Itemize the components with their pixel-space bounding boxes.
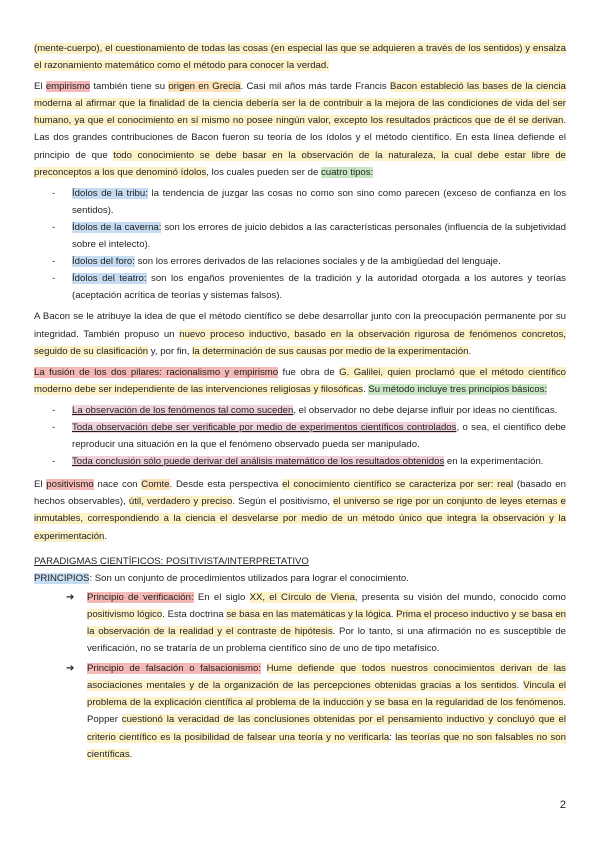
idol-name: Ídolos del teatro:	[72, 273, 147, 285]
idol-name: Ídolos de la caverna:	[72, 221, 162, 233]
highlight: Prima el proceso inductivo y se basa en la observación de la realidad y el contraste de hipótesis	[87, 608, 566, 637]
highlight: se basa en las matemáticas y la lógica	[226, 608, 391, 620]
list-item: - Ídolos de la tribu: la tendencia de juzgar las cosas no como son sino como parecen (exceso de confianza en los sentidos).	[52, 187, 566, 216]
list-item: - La observación de los fenómenos tal como suceden, el observador no debe dejarse influir por ideas no científicas.	[52, 404, 558, 416]
highlight: Su método incluye tres principios básicos:	[368, 383, 548, 395]
highlight: Vincula el problema de la explicación científica al problema de la inducción y se basa en la regularidad de los fenómenos	[87, 680, 566, 709]
paragraph-galilei: La fusión de los dos pilares: racionalismo y empirismo fue obra de G. Galilei, quien proclamó que el método científico moderno debe ser independiente de las intervenciones religiosas y filosóficas. Su método incluye tres principios básicos:	[34, 366, 566, 395]
list-item-verificacion: ➔ Principio de verificación: En el siglo XX, el Círculo de Viena, presenta su visión del mundo, conocido como positivismo lógico. Esta doctrina se basa en las matemáticas y la lógica. Prima el proceso inductivo y se basa en la observación de la realidad y el contraste de hipótesis. Por lo tanto, si una afirmación no es susceptible de verificación, no se trataría de un problema científico sino de uno de tipo metafísico.	[58, 589, 566, 657]
principle-title: Principio de verificación:	[87, 591, 194, 603]
highlight: el conocimiento científico se caracteriza por ser: real	[282, 479, 514, 491]
arrow-icon: ➔	[66, 663, 75, 675]
idol-name: Ídolos del foro:	[72, 256, 135, 268]
highlight: positivismo lógico	[87, 608, 163, 620]
term-principios: PRINCIPIOS	[34, 572, 90, 584]
highlight: La fusión de los dos pilares: racionalismo y empirismo	[34, 366, 279, 378]
list-item: - Ídolos del foro: son los errores derivados de las relaciones sociales y de la ambigüedad del lenguaje.	[52, 256, 501, 268]
highlight: La observación de los fenómenos tal como suceden	[72, 404, 294, 416]
principles-arrow-list	[34, 589, 566, 763]
list-item-falsacion: ➔ Principio de falsación o falsacionismo: Hume defiende que todos nuestros conocimientos derivan de las asociaciones mentales y de la organización de las percepciones obtenidas gracias a los sentidos. Vincula el problema de la explicación científica al problema de la inducción y se basa en la regularidad de los fenómenos. Popper cuestionó la veracidad de las conclusiones obtenidas por el pensamiento inductivo y concluyó que el criterio científico es la posibilidad de falsear una teoría y no verificarla: las teorías que no son falsables no son científicas.	[58, 660, 566, 763]
highlight: Toda conclusión sólo puede derivar del análisis matemático de los resultados obtenidos	[72, 456, 445, 468]
highlight: Hume defiende que todos nuestros conocimientos derivan de las asociaciones mentales y de la organización de las percepciones obtenidas gracias a los sentidos	[87, 663, 566, 692]
term-positivismo: positivismo	[46, 479, 94, 491]
term-empirismo: empirismo	[45, 81, 91, 93]
arrow-icon: ➔	[66, 591, 75, 603]
highlight: el universo se rige por un conjunto de leyes eternas e inmutables, correspondiendo a la ciencia el desvelarse por medio de un método único que integra la observación y la experimentación	[34, 496, 566, 542]
idol-name: Ídolos de la tribu:	[72, 187, 148, 199]
highlight: nuevo proceso inductivo, basado en la observación rigurosa de fenómenos concretos, seguido de su clasificación	[34, 328, 566, 357]
highlight: G. Galilei, quien proclamó que el método científico moderno debe ser independiente de las intervenciones religiosas y filosóficas	[34, 366, 566, 395]
principle-title: Principio de falsación o falsacionismo:	[87, 663, 261, 675]
highlight: Comte	[141, 479, 170, 491]
highlight: la determinación de sus causas por medio de la experimentación	[192, 345, 469, 357]
highlight: origen en Grecia	[168, 81, 241, 93]
highlight: las teorías que no son falsables no son científicas	[87, 731, 566, 760]
list-item: - Ídolos del teatro: son los engaños provenientes de la tradición y la autoridad otorgada a los autores y teorías (aceptación acrítica de teorías y sistemas falsos).	[52, 273, 566, 302]
highlight: XX, el Círculo de Viena	[249, 591, 355, 603]
principles-list	[34, 402, 566, 470]
document-page	[34, 40, 566, 766]
list-item: - Ídolos de la caverna: son los errores de juicio debidos a las características personales (influencia de la subjetividad sobre el intelecto).	[52, 221, 566, 251]
list-item: - Toda conclusión sólo puede derivar del análisis matemático de los resultados obtenidos en la experimentación.	[52, 456, 544, 468]
highlight: Toda observación debe ser verificable por medio de experimentos científicos controlados	[72, 421, 457, 433]
paragraph-empirismo: El empirismo también tiene su origen en Grecia. Casi mil años más tarde Francis Bacon estableció las bases de la ciencia moderna al afirmar que la finalidad de la ciencia debería ser la de contribuir a la mejora de las condiciones de vida del ser humano, ya que el conocimiento en sí mismo no posee ningún valor, excepto los resultados prácticos que de él se derivan. Las dos grandes contribuciones de Bacon fueron su teoría de los ídolos y el método científico. En esta línea defiende el principio de que todo conocimiento se debe basar en la observación de la naturaleza, la cual debe estar libre de preconceptos a los que denominó ídolos, los cuales pueden ser de cuatro tipos:	[34, 81, 566, 178]
list-item: - Toda observación debe ser verificable por medio de experimentos científicos controlados, o sea, el científico debe reproducir una situación en la que el fenómeno observado pueda ser manipulado.	[52, 421, 567, 451]
highlight: cuestionó la veracidad de las conclusiones obtenidas por el pensamiento inductivo y concluyó que el criterio científico es la posibilidad de falsear una teoría y no verificarla	[87, 714, 566, 743]
highlight: cuatro tipos:	[320, 166, 374, 178]
idols-list	[34, 185, 566, 305]
highlight: útil, verdadero y preciso	[128, 496, 233, 508]
section-heading: PARADIGMAS CIENTÍFICOS: POSITIVISTA/INTERPRETATIVO	[34, 555, 309, 567]
paragraph-positivismo: El positivismo nace con Comte. Desde esta perspectiva el conocimiento científico se caracteriza por ser: real (basado en hechos observables), útil, verdadero y preciso. Según el positivismo, el universo se rige por un conjunto de leyes eternas e inmutables, correspondiendo a la ciencia el desvelarse por medio de un método único que integra la observación y la experimentación.	[34, 479, 566, 542]
paragraph-principios: PRINCIPIOS: Son un conjunto de procedimientos utilizados para lograr el conocimiento.	[34, 572, 409, 584]
highlight: Bacon estableció las bases de la ciencia moderna al afirmar que la finalidad de la ciencia debería ser la de contribuir a la mejora de las condiciones de vida del ser humano, ya que el conocimiento en sí mismo no posee ningún valor, excepto los resultados prácticos que de él se derivan	[34, 81, 566, 127]
page-number: 2	[559, 799, 566, 811]
paragraph-descartes	[34, 40, 566, 74]
highlight: (mente-cuerpo), el cuestionamiento de todas las cosas (en especial las que se adquieren a través de los sentidos) y ensalza el razonamiento matemático como el método para conocer la verdad.	[34, 43, 566, 72]
paragraph-bacon-method: A Bacon se le atribuye la idea de que el método científico se debe desarrollar junto con la preocupación permanente por su integridad. También propuso un nuevo proceso inductivo, basado en la observación rigurosa de fenómenos concretos, seguido de su clasificación y, por fin, la determinación de sus causas por medio de la experimentación.	[34, 311, 566, 357]
highlight: todo conocimiento se debe basar en la observación de la naturaleza, la cual debe estar libre de preconceptos a los que denominó ídolos	[34, 149, 566, 178]
